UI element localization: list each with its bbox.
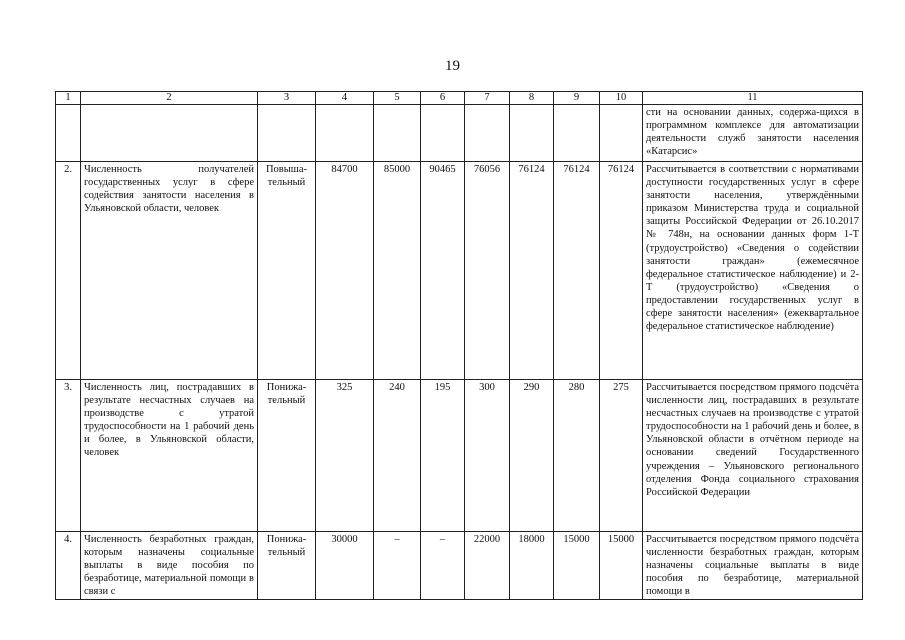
value-cell: 84700 (316, 162, 374, 380)
value-cell: 280 (554, 380, 600, 532)
value-cell: 76124 (600, 162, 643, 380)
column-header: 1 (56, 92, 81, 105)
value-cell: 90465 (421, 162, 465, 380)
indicator-name: Численность безработных граждан, которым назначены социальные выплаты в виде пособия по безработице, материальной помощи в связи с (81, 532, 258, 600)
value-cell: 240 (374, 380, 421, 532)
table-row (56, 532, 863, 600)
page-number: 19 (445, 58, 460, 74)
column-number-row (56, 92, 863, 105)
value-cell: 15000 (554, 532, 600, 600)
value-cell: 30000 (316, 532, 374, 600)
table-row (56, 162, 863, 380)
value-cell: – (421, 532, 465, 600)
column-header: 4 (316, 92, 374, 105)
value-cell: 195 (421, 380, 465, 532)
direction-cell: Понижа-тельный (258, 532, 316, 600)
value-cell: 290 (510, 380, 554, 532)
value-cell: 300 (465, 380, 510, 532)
table-row-continuation (56, 105, 863, 162)
row-number: 3. (56, 380, 81, 532)
indicator-name: Численность лиц, пострадавших в результате несчастных случаев на производстве с утратой трудоспособности на 1 рабочий день и более, в Ульяновской области, человек (81, 380, 258, 532)
value-cell: 275 (600, 380, 643, 532)
column-header: 11 (643, 92, 863, 105)
value-cell: 76124 (554, 162, 600, 380)
value-cell: 325 (316, 380, 374, 532)
column-header: 5 (374, 92, 421, 105)
indicator-name: Численность получателей государственных услуг в сфере содействия занятости населения в Ульяновской области, человек (81, 162, 258, 380)
row-number: 2. (56, 162, 81, 380)
method-cell: сти на основании данных, содержа-щихся в программном комплексе для автоматизации деятельности служб занятости населения «Катарсис» (643, 105, 863, 162)
value-cell: 18000 (510, 532, 554, 600)
column-header: 8 (510, 92, 554, 105)
value-cell: 22000 (465, 532, 510, 600)
direction-cell: Понижа-тельный (258, 380, 316, 532)
direction-cell: Повыша-тельный (258, 162, 316, 380)
method-cell: Рассчитывается посредством прямого подсчёта численности безработных граждан, которым назначены социальные выплаты в виде пособия по безработице, материальной помощи в (643, 532, 863, 600)
column-header: 2 (81, 92, 258, 105)
column-header: 7 (465, 92, 510, 105)
column-header: 6 (421, 92, 465, 105)
method-cell: Рассчитывается посредством прямого подсчёта численности лиц, пострадавших в результате несчастных случаев на производстве с утратой трудоспособности на 1 рабочий день и более, в Ульяновской области в отчётном периоде на основании сведений Государственного учреждения – Ульяновского регионального отделения Фонда социального страхования Российской Федерации (643, 380, 863, 532)
indicators-table (55, 91, 863, 600)
value-cell: 76124 (510, 162, 554, 380)
column-header: 9 (554, 92, 600, 105)
value-cell: – (374, 532, 421, 600)
value-cell: 76056 (465, 162, 510, 380)
method-cell: Рассчитывается в соответствии с нормативами доступности государственных услуг в сфере занятости населения, утверждёнными приказом Министерства труда и социальной защиты Российской Федерации от 26.10.2017 № 748н, на основании данных форм 1-Т (трудоустройство) «Сведения о содействии занятости граждан» (ежемесячное федеральное статистическое наблюдение) и 2-Т (трудоустройство) «Сведения о предоставлении государственных услуг в сфере занятости населения» (ежеквартальное федеральное статистическое наблюдение) (643, 162, 863, 380)
value-cell: 15000 (600, 532, 643, 600)
value-cell: 85000 (374, 162, 421, 380)
column-header: 3 (258, 92, 316, 105)
column-header: 10 (600, 92, 643, 105)
row-number: 4. (56, 532, 81, 600)
table-row (56, 380, 863, 532)
